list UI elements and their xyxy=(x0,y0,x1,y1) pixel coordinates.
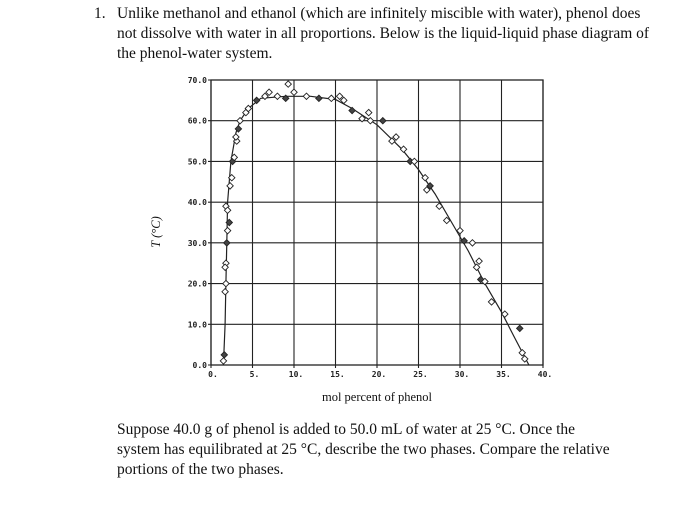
y-axis-label: T (°C) xyxy=(149,216,163,248)
question-number: 1. xyxy=(94,5,106,22)
x-tick-label: 40. xyxy=(537,370,553,379)
data-point xyxy=(253,97,259,103)
data-point xyxy=(366,109,372,115)
x-tick-label: 10. xyxy=(288,370,304,379)
x-tick-label: 25. xyxy=(413,370,428,379)
data-point xyxy=(303,93,309,99)
x-tick-label: 15. xyxy=(330,370,345,379)
y-tick-label: 40.0 xyxy=(187,198,207,208)
y-tick-label: 30.0 xyxy=(187,238,207,248)
data-point xyxy=(380,118,386,124)
data-point xyxy=(227,183,233,189)
data-point xyxy=(517,325,523,331)
x-tick-label: 30. xyxy=(454,370,470,379)
data-point xyxy=(469,240,475,246)
data-point xyxy=(519,350,525,356)
data-point xyxy=(285,81,291,87)
data-point xyxy=(328,95,334,101)
x-tick-label: 35. xyxy=(496,370,511,379)
y-tick-label: 70.0 xyxy=(187,76,207,85)
data-point xyxy=(476,258,482,264)
x-tick-label: 5. xyxy=(249,370,260,379)
y-tick-label: 60.0 xyxy=(187,116,207,126)
y-tick-label: 10.0 xyxy=(187,320,207,330)
data-point xyxy=(411,158,417,164)
data-point xyxy=(502,311,508,317)
data-point xyxy=(220,358,226,364)
y-tick-label: 50.0 xyxy=(187,157,207,167)
data-point xyxy=(291,89,297,95)
data-point xyxy=(224,240,230,246)
follow-up-question: Suppose 40.0 g of phenol is added to 50.0 mL of water at 25 °C. Once the system has equilibrated at 25 °C, describe the two phases. Compare the relative portions of the two phases. xyxy=(117,421,610,478)
y-tick-label: 0.0 xyxy=(192,361,207,370)
data-point xyxy=(224,227,230,233)
data-point xyxy=(349,107,355,113)
data-point xyxy=(316,95,322,101)
x-tick-label: 20. xyxy=(371,370,387,379)
y-tick-label: 20.0 xyxy=(187,279,207,289)
data-point xyxy=(221,352,227,358)
data-point xyxy=(473,264,479,270)
data-point xyxy=(400,146,406,152)
question-text: Unlike methanol and ethanol (which are infinitely miscible with water), phenol does not dissolve with water in all proportions. Below is the liquid-liquid phase diagram of the phenol-water system. xyxy=(117,5,650,62)
x-axis-label: mol percent of phenol xyxy=(321,390,433,404)
data-point xyxy=(222,289,228,295)
data-point xyxy=(274,93,280,99)
data-point xyxy=(223,280,229,286)
x-tick-label: 0. xyxy=(208,370,218,379)
